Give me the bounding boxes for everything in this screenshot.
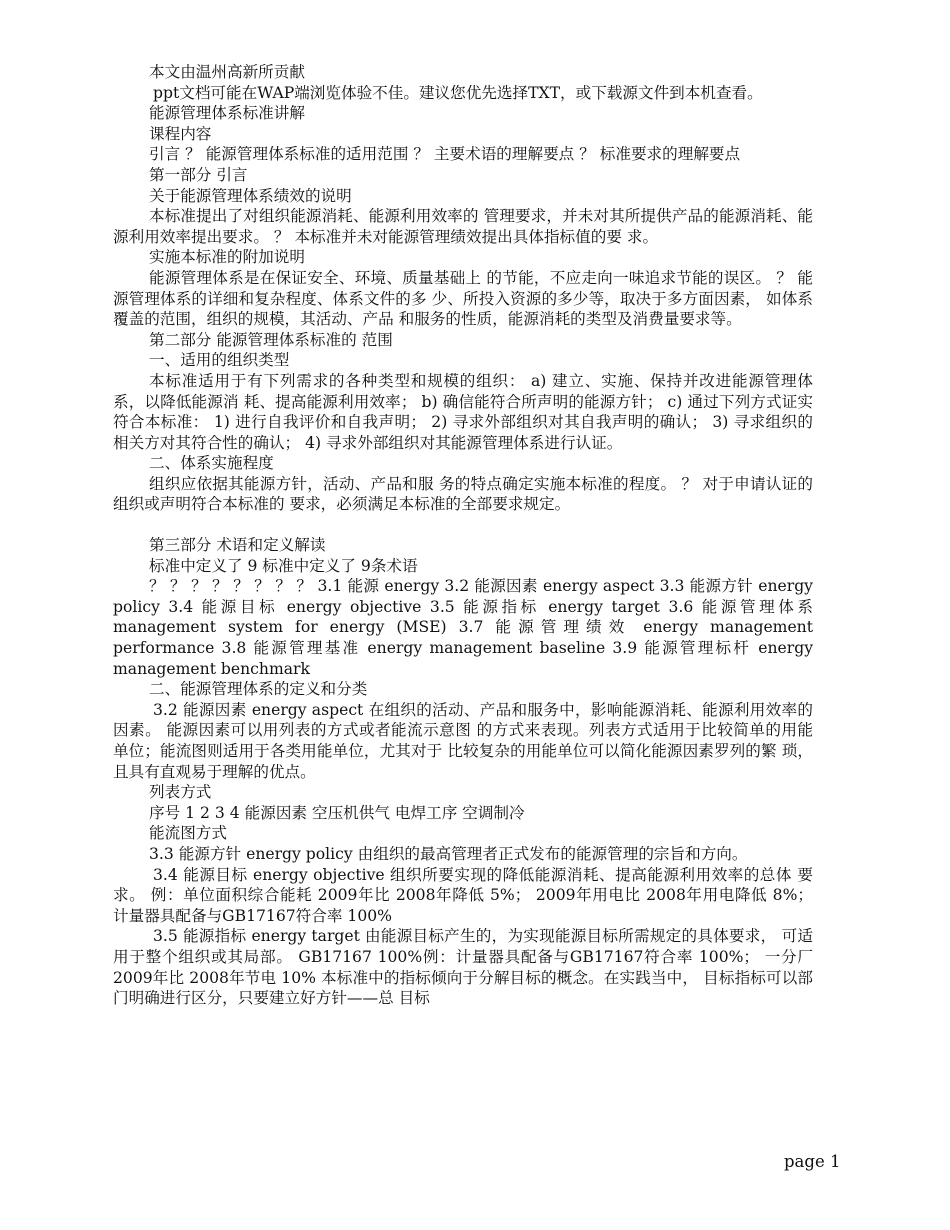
paragraph-p06: 第一部分 引言 <box>149 165 248 184</box>
paragraph-p22: 序号 1 2 3 4 能源因素 空压机供气 电焊工序 空调制冷 <box>149 803 525 822</box>
paragraph-p03: 能源管理体系标准讲解 <box>149 104 305 123</box>
paragraph-p25: 3.4 能源目标 energy objective 组织所要实现的降低能源消耗、提高能源利用效率的总体 要求。 例：单位面积综合能耗 2009年比 2008年降低 5%； 2009年用电比 2008年用电降低 8%； 计量器具配备与GB17167符合率 100% <box>113 865 813 925</box>
paragraph-p14: 二、体系实施程度 <box>149 454 274 473</box>
paragraph-p21: 列表方式 <box>149 783 212 802</box>
paragraph-p15: 组织应依据其能源方针，活动、产品和服 务的特点确定实施本标准的程度。 ？ 对于申请认证的组织或声明符合本标准的 要求，必须满足本标准的全部要求规定。 <box>113 474 813 514</box>
paragraph-p13: 本标准适用于有下列需求的各种类型和规模的组织： a) 建立、实施、保持并改进能源管理体系，以降低能源消 耗、提高能源利用效率； b) 确信能符合所声明的能源方针； c) 通过下列方式证实符合本标准： 1) 进行自我评价和自我声明； 2) 寻求外部组织对其自我声明的确认； 3) 寻求组织的相关方对其符合性的确认； 4) 寻求外部组织对其能源管理体系进行认证。 <box>113 371 813 452</box>
paragraph-p10: 能源管理体系是在保证安全、环境、质量基础上 的节能，不应走向一味追求节能的误区。 ？ 能源管理体系的详细和复杂程度、体系文件的多 少、所投入资源的多少等，取决于多方面因素， 如体系覆盖的范围，组织的规模，其活动、产品 和服务的性质，能源消耗的类型及消费量要求等。 <box>113 268 813 329</box>
paragraph-p07: 关于能源管理体系绩效的说明 <box>149 186 352 205</box>
paragraph-p26: 3.5 能源指标 energy target 由能源目标产生的，为实现能源目标所需规定的具体要求， 可适用于整个组织或其局部。 GB17167 100%例：计量器具配备与GB17167符合率 100%； 一分厂 2009年比 2008年节电 10% 本标准中的指标倾向于分解目标的概念。在实践当中， 目标指标可以部门明确进行区分，只要建立好方针——总 目标 <box>113 927 813 1008</box>
paragraph-p11: 第二部分 能源管理体系标准的 范围 <box>149 330 393 349</box>
paragraph-p09: 实施本标准的附加说明 <box>149 248 305 267</box>
paragraph-spacer <box>113 515 813 535</box>
document-body <box>113 62 813 1009</box>
paragraph-p16: 第三部分 术语和定义解读 <box>149 536 326 555</box>
paragraph-p05: 引言 ？ 能源管理体系标准的适用范围 ？ 主要术语的理解要点 ？ 标准要求的理解要点 <box>149 145 741 164</box>
paragraph-p20: 3.2 能源因素 energy aspect 在组织的活动、产品和服务中，影响能源消耗、能源利用效率的因素。 能源因素可以用列表的方式或者能流示意图 的方式来表现。列表方式适用于比较简单的用能 单位；能流图则适用于各类用能单位，尤其对于 比较复杂的用能单位可以简化能源因素罗列的繁 琐，且具有直观易于理解的优点。 <box>113 700 813 781</box>
page-number: page 1 <box>784 1152 841 1171</box>
paragraph-p08: 本标准提出了对组织能源消耗、能源利用效率的 管理要求，并未对其所提供产品的能源消耗、能 源利用效率提出要求。 ？ 本标准并未对能源管理绩效提出具体指标值的要 求。 <box>113 207 813 246</box>
paragraph-p19: 二、能源管理体系的定义和分类 <box>149 680 368 699</box>
paragraph-p17: 标准中定义了 9 标准中定义了 9条术语 <box>149 556 418 575</box>
paragraph-p02: ppt文档可能在WAP端浏览体验不佳。建议您优先选择TXT，或下载源文件到本机查看。 <box>153 83 763 102</box>
paragraph-p12: 一、适用的组织类型 <box>149 351 290 370</box>
paragraph-p24: 3.3 能源方针 energy policy 由组织的最高管理者正式发布的能源管理的宗旨和方向。 <box>149 844 748 863</box>
paragraph-p04: 课程内容 <box>149 124 212 143</box>
paragraph-p23: 能流图方式 <box>149 824 227 843</box>
paragraph-p01: 本文由温州高新所贡献 <box>149 63 305 81</box>
paragraph-p18: ？ ？ ？ ？ ？ ？ ？ ？ 3.1 能源 energy 3.2 能源因素 energy aspect 3.3 能源方针 energy policy 3.4 能源目标 energy objective 3.5 能源指标 energy target 3.6 能源管理体系 management system for energy (MSE) 3.7 能源管理绩效 energy management performance 3.8 能源管理基准 energy management baseline 3.9 能源管理标杆 energy management benchmark <box>113 577 813 678</box>
